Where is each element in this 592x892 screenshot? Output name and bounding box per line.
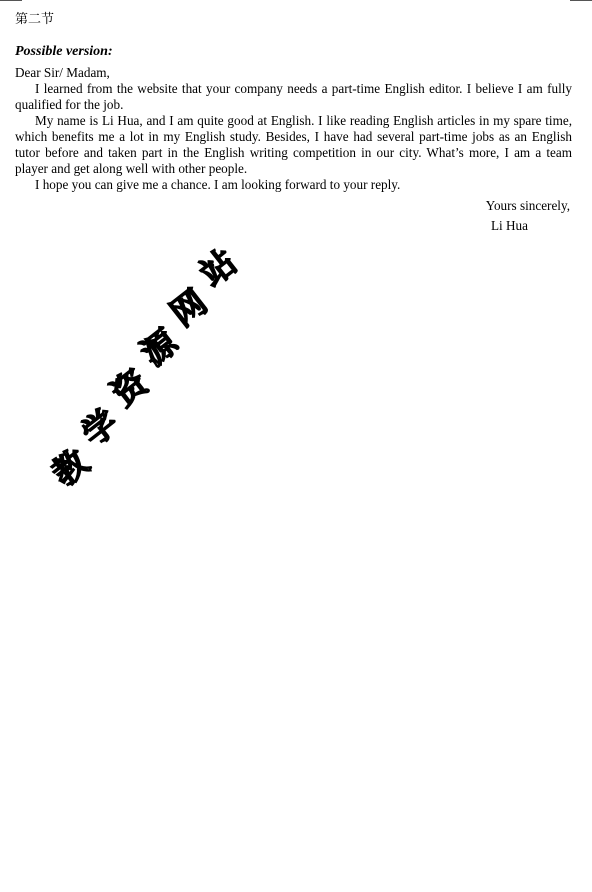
watermark-char: 资 [104, 362, 156, 415]
page-corner-mark-right [570, 0, 592, 1]
watermark-char: 站 [193, 242, 245, 295]
letter-sign-off: Yours sincerely, [485, 198, 570, 213]
version-label: Possible version: [15, 44, 113, 59]
page-corner-mark-left [0, 0, 22, 1]
letter-closing [15, 196, 572, 236]
letter-body [15, 65, 572, 193]
watermark-char: 学 [74, 402, 127, 455]
letter-signature: Li Hua [491, 218, 528, 233]
letter-paragraph-1: I learned from the website that your company needs a part-time English editor. I believe I am fully qualified for the job. [15, 81, 572, 112]
watermark-char: 教 [45, 442, 97, 495]
watermark-char: 源 [133, 322, 186, 375]
letter-paragraph-3: I hope you can give me a chance. I am looking forward to your reply. [35, 177, 401, 192]
section-heading: 第二节 [15, 12, 55, 27]
document-page [15, 11, 572, 236]
watermark-char: 网 [163, 282, 215, 335]
letter-greeting: Dear Sir/ Madam, [15, 65, 110, 80]
letter-paragraph-2: My name is Li Hua, and I am quite good at English. I like reading English articles in my spare time, which benefits me a lot in my English study. Besides, I have had several part-time jobs as an English tutor before and taken part in the English writing competition in our city. What’s more, I am a team player and get along well with other people. [15, 113, 572, 176]
watermark-characters [45, 242, 244, 494]
